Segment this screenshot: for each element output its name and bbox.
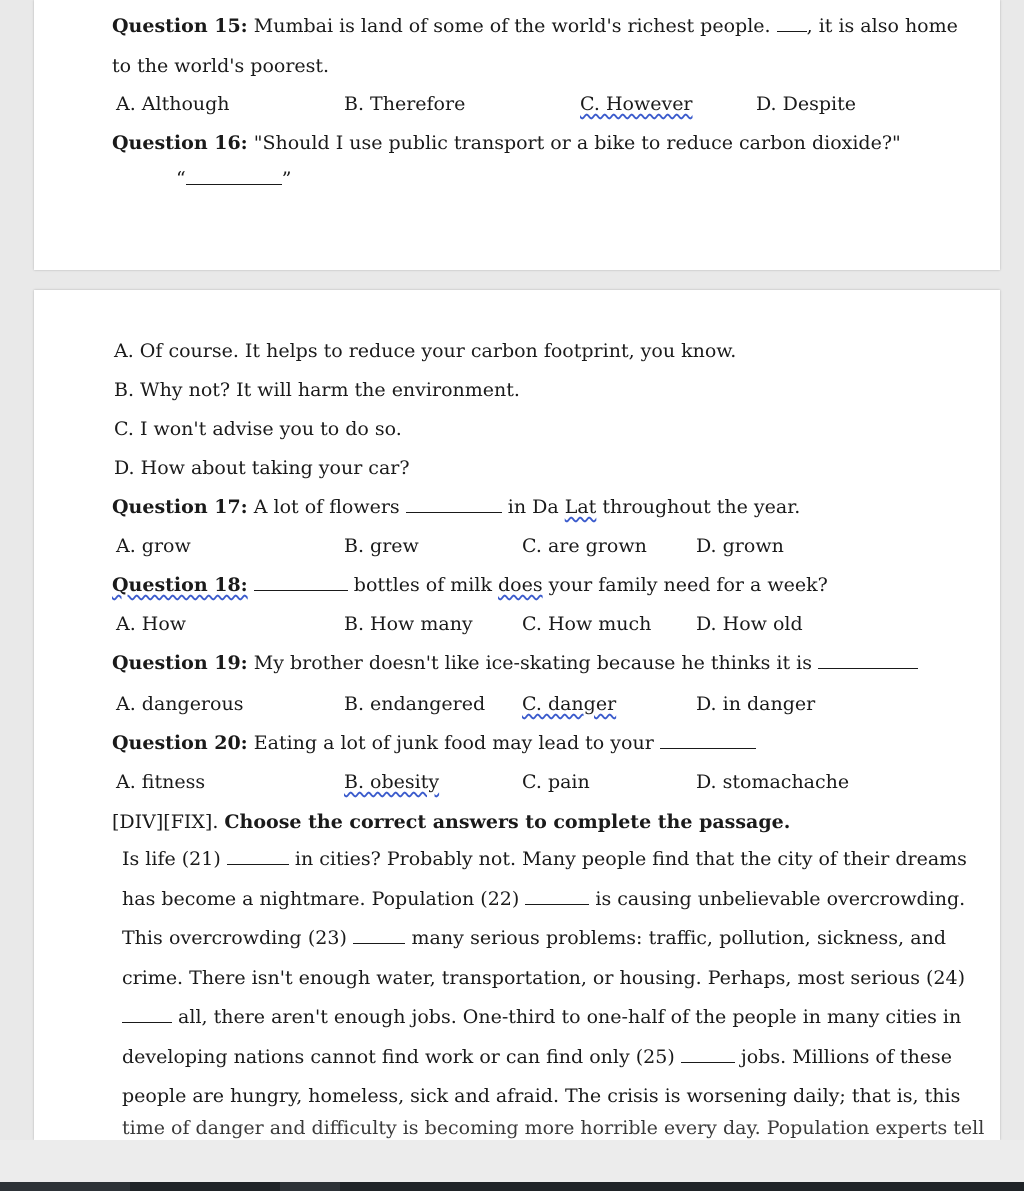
option-a: A. Although	[116, 93, 230, 115]
section-tag: [DIV][FIX].	[112, 811, 219, 833]
question-17: Question 17: A lot of flowers in Da Lat throughout the year.	[112, 496, 801, 518]
question-18-label: Question 18:	[112, 574, 248, 596]
option-c: C. are grown	[522, 535, 647, 557]
question-17-label: Question 17:	[112, 496, 248, 518]
taskbar	[0, 1182, 1024, 1191]
passage-line: developing nations cannot find work or can find only (25) jobs. Millions of these	[122, 1045, 953, 1068]
question-16-answer-line: “ ”	[176, 168, 292, 190]
passage-line: crime. There isn't enough water, transportation, or housing. Perhaps, most serious (24)	[122, 966, 966, 989]
option-b: B. endangered	[344, 693, 486, 715]
option-a: A. dangerous	[116, 693, 244, 715]
question-15-label: Question 15:	[112, 15, 248, 37]
option-b: B. Why not? It will harm the environment.	[114, 379, 520, 401]
section-heading	[112, 813, 790, 832]
option-c: C. danger	[522, 693, 617, 715]
question-16-label: Question 16:	[112, 132, 248, 154]
question-15: Question 15: Mumbai is land of some of the world's richest people. , it is also home	[112, 15, 958, 37]
question-20-label: Question 20:	[112, 732, 248, 754]
option-d: D. How old	[696, 613, 803, 635]
question-18: Question 18: bottles of milk does your family need for a week?	[112, 574, 828, 596]
option-d: D. stomachache	[696, 771, 850, 793]
option-b: B. Therefore	[344, 93, 466, 115]
passage-line-cut-off: time of danger and difficulty is becoming more horrible every day. Population experts tell	[122, 1116, 985, 1139]
option-b: B. obesity	[344, 771, 440, 793]
taskbar-item[interactable]	[0, 1182, 130, 1191]
question-20: Question 20: Eating a lot of junk food may lead to your	[112, 734, 756, 753]
question-15-line-2: to the world's poorest.	[112, 55, 330, 77]
passage-line: has become a nightmare. Population (22) is causing unbelievable overcrowding.	[122, 887, 966, 910]
answer-blank	[660, 747, 756, 749]
document-page-1	[34, 0, 1000, 270]
passage-line: Is life (21) in cities? Probably not. Many people find that the city of their dreams	[122, 848, 967, 870]
option-d: D. How about taking your car?	[114, 457, 410, 479]
option-c: C. pain	[522, 771, 590, 793]
option-b: B. How many	[344, 613, 473, 635]
cloze-passage	[122, 848, 985, 1140]
option-a: A. Of course. It helps to reduce your carbon footprint, you know.	[114, 340, 737, 362]
option-a: A. grow	[116, 535, 191, 557]
document-page-2	[34, 290, 1000, 1140]
passage-line: people are hungry, homeless, sick and afraid. The crisis is worsening daily; that is, this	[122, 1085, 961, 1107]
answer-blank	[406, 511, 502, 513]
question-19: Question 19: My brother doesn't like ice-skating because he thinks it is	[112, 654, 918, 673]
question-19-label: Question 19:	[112, 652, 248, 674]
passage-line: all, there aren't enough jobs. One-third to one-half of the people in many cities in	[122, 1008, 946, 1048]
option-d: D. in danger	[696, 693, 816, 715]
answer-blank	[186, 183, 282, 185]
answer-blank	[254, 589, 348, 591]
option-a: A. How	[116, 613, 187, 635]
taskbar-item[interactable]	[280, 1182, 340, 1191]
section-instruction: Choose the correct answers to complete the passage.	[224, 811, 791, 833]
option-b: B. grew	[344, 535, 419, 557]
viewer-background	[0, 1140, 1024, 1182]
answer-blank	[777, 30, 807, 32]
question-16: Question 16: "Should I use public transport or a bike to reduce carbon dioxide?"	[112, 132, 901, 154]
answer-blank	[818, 667, 918, 669]
option-c: C. I won't advise you to do so.	[114, 418, 402, 440]
option-c: C. How much	[522, 613, 652, 635]
option-d: D. Despite	[756, 93, 856, 115]
option-c: C. However	[580, 93, 693, 115]
option-d: D. grown	[696, 535, 784, 557]
option-a: A. fitness	[116, 771, 206, 793]
passage-line: This overcrowding (23) many serious problems: traffic, pollution, sickness, and	[122, 927, 947, 949]
